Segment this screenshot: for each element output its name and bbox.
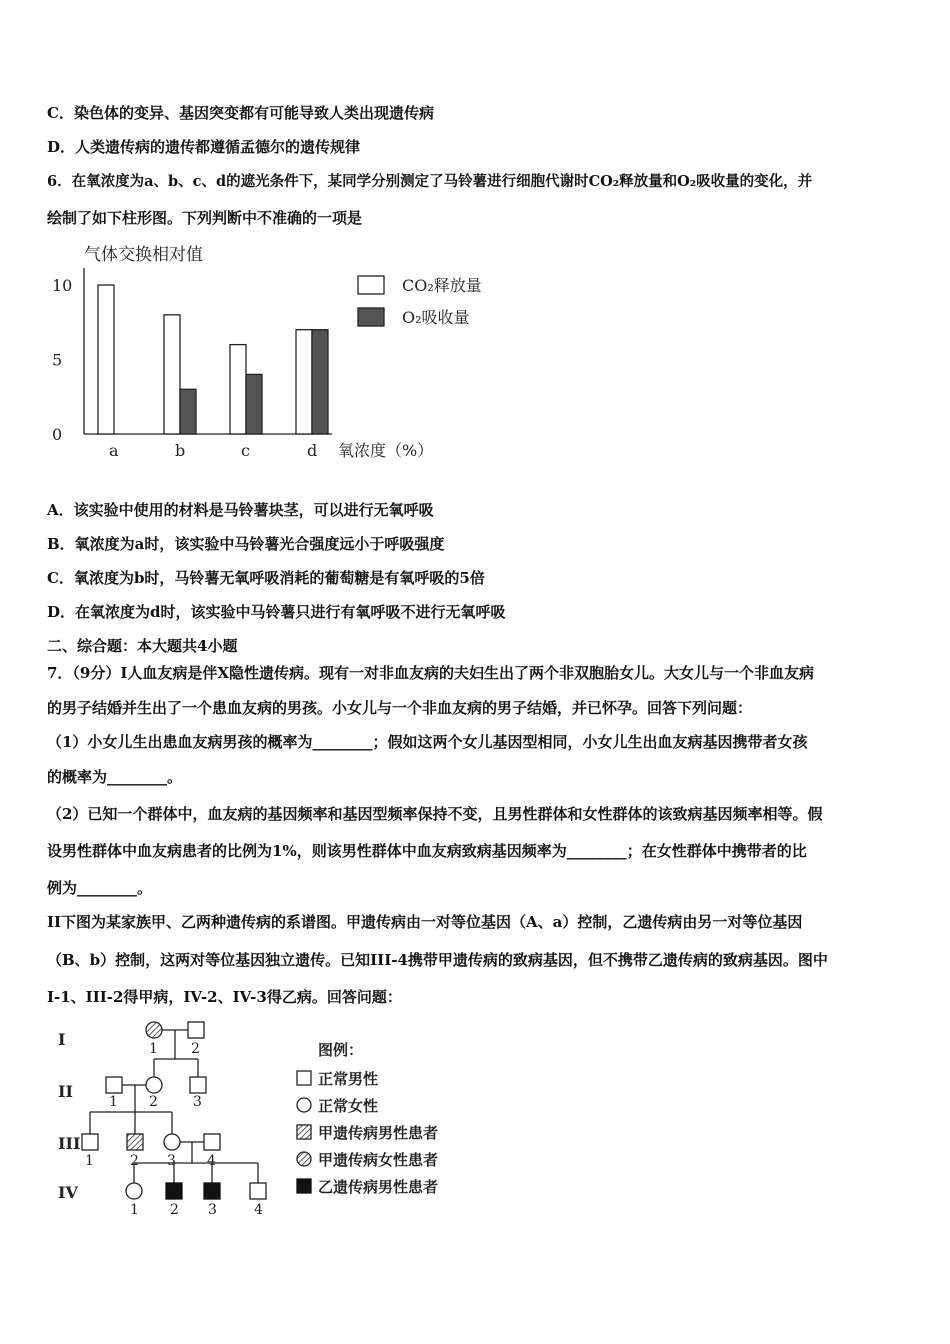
pedigree-ii-3-normal-male bbox=[190, 1077, 206, 1093]
legend-a-male-icon bbox=[297, 1125, 311, 1139]
chart-xlabel: 氧浓度（%） bbox=[338, 441, 434, 460]
generation-label-i: I bbox=[58, 1030, 66, 1049]
option-a-q6: A．该实验中使用的材料是马铃薯块茎，可以进行无氧呼吸 bbox=[47, 501, 434, 519]
pedigree-ii-2-normal-female bbox=[146, 1077, 162, 1093]
pedigree-i-1-affected-female bbox=[146, 1022, 162, 1038]
generation-label-iv: IV bbox=[58, 1183, 78, 1202]
pedigree-iv-2-affected-male-b bbox=[166, 1183, 182, 1199]
option-c-q5: C．染色体的变异、基因突变都有可能导致人类出现遗传病 bbox=[47, 104, 434, 122]
question-7-line-3: （1）小女儿生出患血友病男孩的概率为________；假如这两个女儿基因型相同，小女儿生出血友病基因携带者女孩 bbox=[47, 733, 808, 751]
chart-ylabel: 气体交换相对值 bbox=[84, 245, 203, 265]
legend-a-female: 甲遗传病女性患者 bbox=[318, 1151, 439, 1169]
bar-co2-d bbox=[296, 330, 312, 434]
pedigree-iv-3-affected-male-b bbox=[204, 1183, 220, 1199]
option-c-q6: C．氧浓度为b时，马铃薯无氧呼吸消耗的葡萄糖是有氧呼吸的5倍 bbox=[47, 569, 485, 587]
legend-normal-female: 正常女性 bbox=[318, 1097, 379, 1115]
legend-swatch-o2 bbox=[358, 308, 384, 326]
question-7-line-2: 的男子结婚并生出了一个患血友病的男孩。小女儿与一个非血友病的男子结婚，并已怀孕。回答下列问题： bbox=[47, 699, 753, 717]
bar-co2-a bbox=[98, 285, 114, 434]
legend-title: 图例： bbox=[318, 1041, 364, 1059]
legend-normal-male: 正常男性 bbox=[318, 1070, 379, 1088]
label-iv-3: 3 bbox=[208, 1202, 217, 1218]
question-6-stem-2: 绘制了如下柱形图。下列判断中不准确的一项是 bbox=[47, 209, 363, 227]
question-7-line-9: （B、b）控制，这两对等位基因独立遗传。已知III-4携带甲遗传病的致病基因，但不携带乙遗传病的致病基因。图中 bbox=[47, 951, 828, 969]
legend-normal-female-icon bbox=[297, 1098, 311, 1112]
bar-co2-c bbox=[230, 345, 246, 434]
legend-label-co2: CO₂释放量 bbox=[402, 276, 482, 295]
bar-chart bbox=[40, 238, 520, 470]
pedigree-iii-2-affected-male-a bbox=[127, 1134, 143, 1150]
y-tick-label: 5 bbox=[52, 350, 63, 370]
question-7-line-1: 7．（9分）I人血友病是伴X隐性遗传病。现有一对非血友病的夫妇生出了两个非双胞胎女儿。大女儿与一个非血友病 bbox=[47, 664, 815, 682]
option-d-q6: D．在氧浓度为d时，该实验中马铃薯只进行有氧呼吸不进行无氧呼吸 bbox=[47, 603, 506, 621]
legend-b-male-icon bbox=[297, 1179, 311, 1193]
question-6-stem-1: 6．在氧浓度为a、b、c、d的遮光条件下，某同学分别测定了马铃薯进行细胞代谢时CO₂释放量和O₂吸收量的变化，并 bbox=[47, 173, 813, 190]
label-ii-1: 1 bbox=[109, 1094, 118, 1110]
question-7-line-4: 的概率为________。 bbox=[47, 768, 183, 786]
question-7-line-6: 设男性群体中血友病患者的比例为1%，则该男性群体中血友病致病基因频率为________；在女性群体中携带者的比 bbox=[47, 842, 807, 860]
generation-label-iii: III bbox=[58, 1134, 81, 1153]
label-i-1: 1 bbox=[149, 1041, 158, 1057]
label-iv-2: 2 bbox=[170, 1202, 179, 1218]
pedigree-i-2-normal-male bbox=[188, 1022, 204, 1038]
pedigree-iv-4-normal-male bbox=[250, 1183, 266, 1199]
option-b-q6: B．氧浓度为a时，该实验中马铃薯光合强度远小于呼吸强度 bbox=[47, 535, 445, 553]
x-category-label: c bbox=[241, 441, 250, 460]
pedigree-chart bbox=[50, 1015, 480, 1220]
legend-a-male: 甲遗传病男性患者 bbox=[318, 1124, 439, 1142]
pedigree-ii-1-normal-male bbox=[106, 1077, 122, 1093]
question-7-line-5: （2）已知一个群体中，血友病的基因频率和基因型频率保持不变，且男性群体和女性群体的该致病基因频率相等。假 bbox=[47, 805, 823, 823]
label-iii-3: 3 bbox=[167, 1153, 176, 1169]
y-tick-label: 0 bbox=[52, 425, 63, 444]
generation-label-ii: II bbox=[58, 1082, 73, 1101]
section-2-heading: 二、综合题：本大题共4小题 bbox=[47, 637, 238, 655]
x-category-label: b bbox=[175, 441, 186, 460]
pedigree-iii-1-normal-male bbox=[82, 1134, 98, 1150]
pedigree-iii-4-normal-male bbox=[204, 1134, 220, 1150]
legend-label-o2: O₂吸收量 bbox=[402, 308, 470, 327]
question-7-line-8: II下图为某家族甲、乙两种遗传病的系谱图。甲遗传病由一对等位基因（A、a）控制，乙遗传病由另一对等位基因 bbox=[47, 913, 803, 931]
x-category-label: a bbox=[109, 441, 119, 460]
question-7-line-10: I-1、III-2得甲病，IV-2、IV-3得乙病。回答问题： bbox=[47, 988, 402, 1006]
label-ii-2: 2 bbox=[149, 1094, 158, 1110]
legend-a-female-icon bbox=[297, 1152, 311, 1166]
bar-co2-b bbox=[164, 315, 180, 434]
legend-swatch-co2 bbox=[358, 276, 384, 294]
label-iii-1: 1 bbox=[85, 1153, 94, 1169]
label-iii-4: 4 bbox=[207, 1153, 216, 1169]
label-iii-2: 2 bbox=[130, 1153, 139, 1169]
y-tick-label: 10 bbox=[52, 276, 73, 295]
bar-o2-b bbox=[180, 389, 196, 434]
label-i-2: 2 bbox=[191, 1041, 200, 1057]
bar-o2-d bbox=[312, 330, 328, 434]
question-7-line-7: 例为________。 bbox=[47, 879, 153, 897]
label-ii-3: 3 bbox=[193, 1094, 202, 1110]
pedigree-iii-3-normal-female bbox=[164, 1134, 180, 1150]
bar-o2-c bbox=[246, 374, 262, 434]
pedigree-iv-1-normal-female bbox=[126, 1183, 142, 1199]
label-iv-4: 4 bbox=[254, 1202, 263, 1218]
legend-normal-male-icon bbox=[297, 1071, 311, 1085]
x-category-label: d bbox=[307, 441, 318, 460]
option-d-q5: D．人类遗传病的遗传都遵循孟德尔的遗传规律 bbox=[47, 138, 361, 156]
label-iv-1: 1 bbox=[130, 1202, 139, 1218]
legend-b-male: 乙遗传病男性患者 bbox=[318, 1178, 439, 1196]
